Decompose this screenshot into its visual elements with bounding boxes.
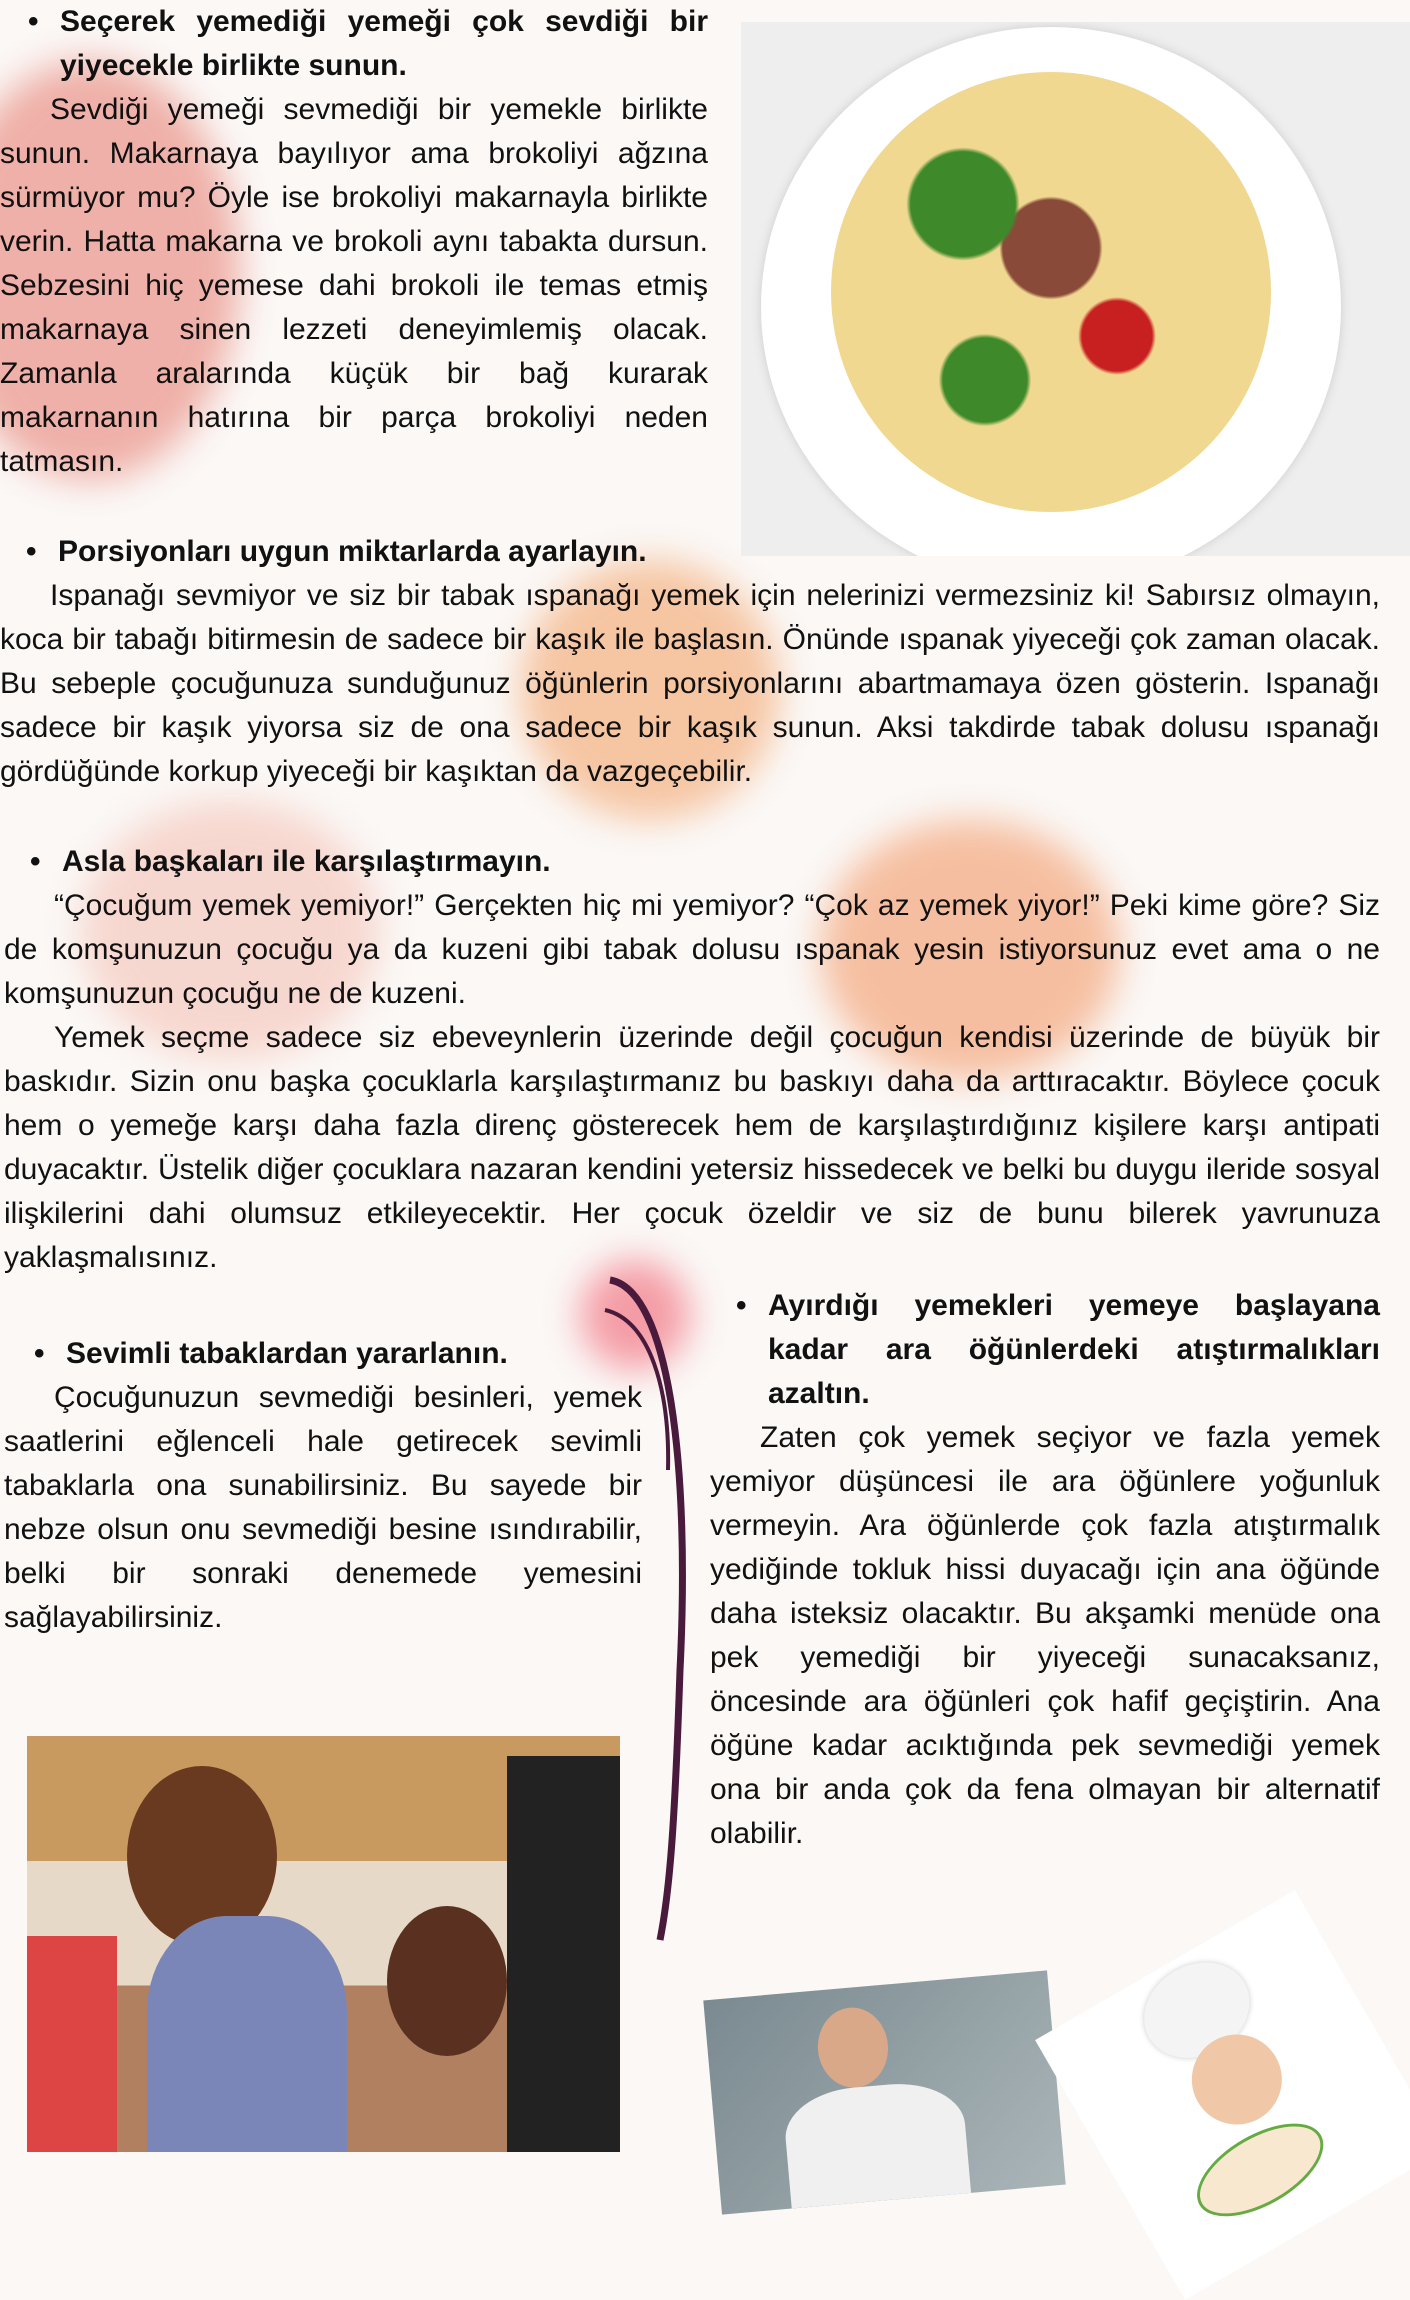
mother-body: [147, 1916, 347, 2152]
section-4: [4, 1332, 642, 1640]
section-paragraph: Zaten çok yemek seçiyor ve fazla yemek yemiyor düşüncesi ile ara öğünlere yoğunluk vermeyin. Ara öğünlerde çok fazla atıştırmalık yediğinde tokluk hissi duyacağı için ana öğünde daha isteksiz olacaktır. Bu akşamki menüde ona pek yemediği bir yiyeceği sunacaksanız, öncesinde ara öğünleri çok hafif geçiştirin. Ana öğüne kadar acıktığında pek sevmediği yemek ona bir anda çok da fena olmayan bir alternatif olabilir.: [710, 1421, 1380, 1850]
child-head: [387, 1906, 507, 2056]
bullet-icon: •: [28, 5, 39, 38]
father-figure: [507, 1756, 620, 2152]
section-heading: Ayırdığı yemekleri yemeye başlayana kadar ara öğünlerdeki atıştırmalıkları azaltın.: [768, 1289, 1380, 1410]
pasta-photo: [741, 22, 1410, 556]
chef-girl-photo: [1035, 1890, 1410, 2300]
section-paragraph: “Çocuğum yemek yemiyor!” Gerçekten hiç mi yemiyor? “Çok az yemek yiyor!” Peki kime göre? Siz de komşunuzun çocuğu ya da kuzeni gibi tabak dolusu ıspanak yesin istiyorsunuz evet ama o ne komşunuzun çocuğu ne de kuzeni.: [4, 889, 1380, 1010]
boy-body: [782, 2078, 971, 2208]
section-heading: Asla başkaları ile karşılaştırmayın.: [62, 845, 551, 878]
section-1: [0, 0, 708, 484]
section-heading-row: [0, 530, 708, 574]
section-heading: Seçerek yemediği yemeği çok sevdiği bir yiyecekle birlikte sunun.: [60, 5, 708, 82]
bullet-icon: •: [736, 1289, 747, 1322]
bullet-icon: •: [34, 1337, 45, 1370]
bullet-icon: •: [30, 845, 41, 878]
section-2: [0, 530, 1380, 794]
section-3: [4, 840, 1380, 1280]
boy-head: [815, 2005, 892, 2091]
section-heading-row: [0, 0, 708, 88]
section-heading: Porsiyonları uygun miktarlarda ayarlayın.: [58, 535, 647, 568]
section-paragraph: Ispanağı sevmiyor ve siz bir tabak ıspanağı yemek için nelerinizi vermezsiniz ki! Sabırsız olmayın, koca bir tabağı bitirmesin de sadece bir kaşık ile başlasın. Önünde ıspanak yiyeceği çok zaman olacak. Bu sebeple çocuğunuza sunduğunuz öğünlerin porsiyonlarını abartmamaya özen gösterin. Ispanağı sadece bir kaşık yiyorsa siz de ona sadece bir kaşık sunun. Aksi takdirde tabak dolusu ıspanağı gördüğünde korkup yiyeceği bir kaşıktan da vazgeçebilir.: [0, 579, 1380, 788]
section-paragraph: Yemek seçme sadece siz ebeveynlerin üzerinde değil çocuğun kendisi üzerinde de büyük bir baskıdır. Sizin onu başka çocuklarla karşılaştırmanız bu baskıyı daha da arttıracaktır. Böylece çocuk hem o yemeğe karşı daha fazla direnç gösterecek hem de karşılaştırdığınız kişilere karşı antipati duyacaktır. Üstelik diğer çocuklara nazaran kendini yetersiz hissedecek ve belki bu duygu ileride sosyal ilişkilerini dahi olumsuz etkileyecektir. Her çocuk özeldir ve siz de bunu bilerek yavrunuza yaklaşmalısınız.: [4, 1021, 1380, 1274]
section-heading: Sevimli tabaklardan yararlanın.: [66, 1337, 508, 1370]
pasta: [831, 72, 1271, 512]
section-heading-row: [4, 840, 1380, 884]
section-paragraph: Çocuğunuzun sevmediği besinleri, yemek saatlerini eğlenceli hale getirecek sevimli tabaklarla ona sunabilirsiniz. Bu sayede bir nebze olsun onu sevmediği besine ısındırabilir, belki bir sonraki denemede yemesini sağlayabilirsiniz.: [4, 1381, 642, 1634]
bullet-icon: •: [26, 535, 37, 568]
section-heading-row: [4, 1332, 642, 1376]
section-paragraph: Sevdiği yemeği sevmediği bir yemekle birlikte sunun. Makarnaya bayılıyor ama brokoliyi ağzına sürmüyor mu? Öyle ise brokoliyi makarnayla birlikte verin. Hatta makarna ve brokoli aynı tabakta dursun. Sebzesini hiç yemese dahi brokoli ile temas etmiş makarnaya sinen lezzeti deneyimlemiş olacak. Zamanla aralarında küçük bir bağ kurarak makarnanın hatırına bir parça brokoliyi neden tatmasın.: [0, 93, 708, 478]
family-breakfast-photo: [27, 1736, 620, 2152]
boy-refusing-food-photo: [703, 1970, 1065, 2214]
section-5: [710, 1284, 1380, 1856]
section-heading-row: [710, 1284, 1380, 1416]
food-plate: [1182, 2105, 1338, 2236]
girl-figure: [27, 1936, 117, 2152]
